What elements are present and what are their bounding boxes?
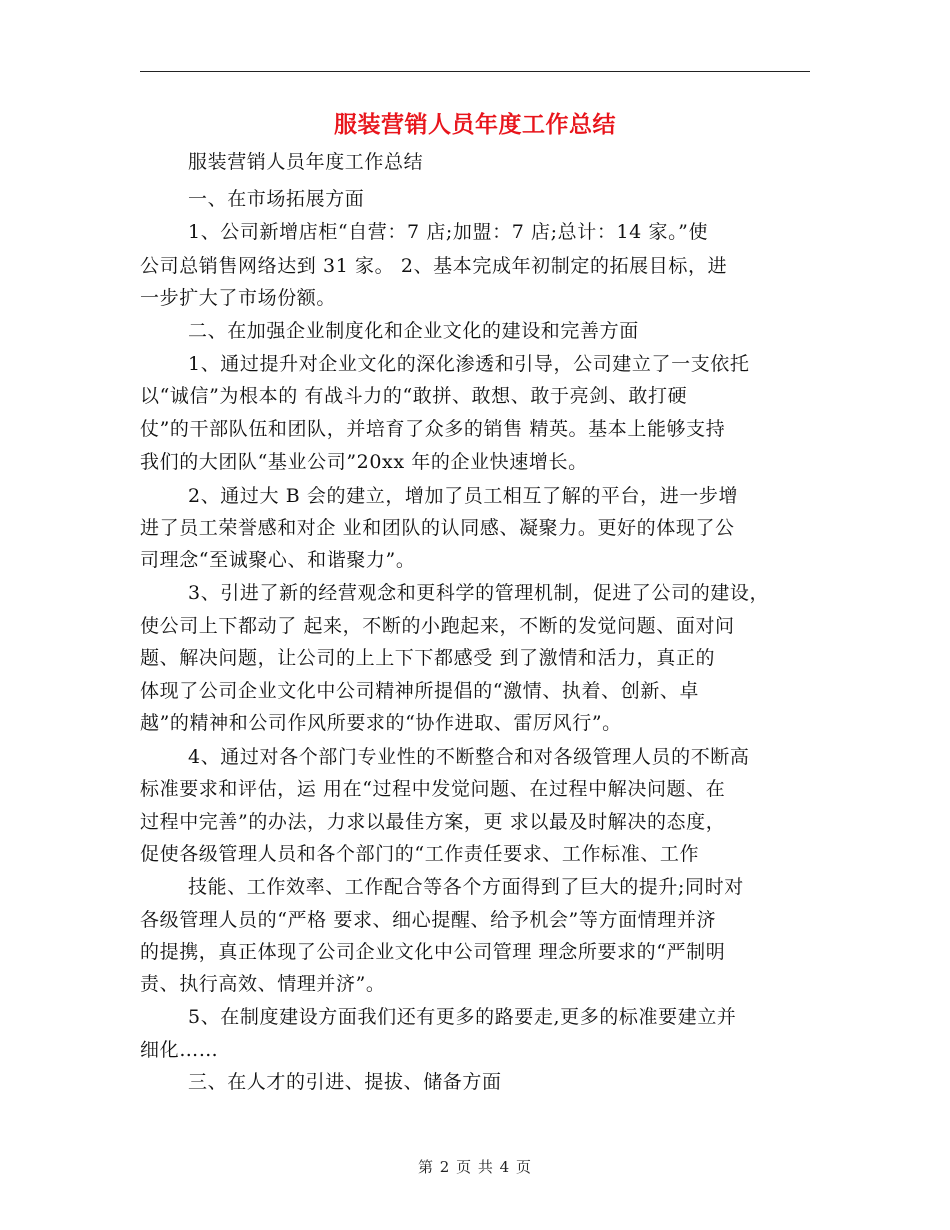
header-rule [140,71,810,72]
body-line-15: 使公司上下都动了 起来，不断的小跑起来，不断的发觉问题、面对问 [140,615,735,637]
body-line-7: 1、通过提升对企业文化的深化渗透和引导，公司建立了一支依托 [188,353,750,375]
body-line-28: 细化…… [140,1039,219,1061]
body-line-27: 5、在制度建设方面我们还有更多的路要走,更多的标准要建立并 [188,1006,737,1028]
body-line-19: 4、通过对各个部门专业性的不断整合和对各级管理人员的不断高 [188,746,750,768]
body-line-4: 公司总销售网络达到 31 家。 2、基本完成年初制定的拓展目标，进 [140,255,728,277]
body-line-1: 服装营销人员年度工作总结 [188,151,424,173]
body-line-14: 3、引进了新的经营观念和更科学的管理机制，促进了公司的建设， [188,582,770,604]
body-line-22: 促使各级管理人员和各个部门的“工作责任要求、工作标准、工作 [140,843,700,865]
body-line-11: 2、通过大 B 会的建立，增加了员工相互了解的平台，进一步增 [188,485,739,507]
section-heading-2: 二、在加强企业制度化和企业文化的建设和完善方面 [188,320,639,342]
body-line-3: 1、公司新增店柜“自营：7 店;加盟：7 店;总计：14 家。”使 [188,221,709,243]
body-line-20: 标准要求和评估，运 用在“过程中发觉问题、在过程中解决问题、在 [140,778,726,800]
section-heading-1: 一、在市场拓展方面 [188,188,365,210]
section-heading-3: 三、在人才的引进、提拔、储备方面 [188,1071,502,1093]
body-line-18: 越”的精神和公司作风所要求的“协作进取、雷厉风行”。 [140,712,622,734]
body-line-16: 题、解决问题，让公司的上上下下都感受 到了激情和活力，真正的 [140,647,716,669]
body-line-21: 过程中完善”的办法，力求以最佳方案，更 求以最及时解决的态度， [140,811,726,833]
body-line-5: 一步扩大了市场份额。 [140,287,337,309]
body-line-10: 我们的大团队“基业公司”20xx 年的企业快速增长。 [140,451,588,473]
body-line-26: 责、执行高效、情理并济”。 [140,973,386,995]
body-line-23: 技能、工作效率、工作配合等各个方面得到了巨大的提升;同时对 [188,876,744,898]
body-line-17: 体现了公司企业文化中公司精神所提倡的“激情、执着、创新、卓 [140,680,700,702]
document-title: 服装营销人员年度工作总结 [334,112,616,138]
body-line-13: 司理念“至诚聚心、和谐聚力”。 [140,549,416,571]
body-line-8: 以“诚信”为根本的 有战斗力的“敢拼、敢想、敢于亮剑、敢打硬 [140,385,688,407]
page-number: 第 2 页 共 4 页 [418,1158,532,1176]
body-line-9: 仗”的干部队伍和团队，并培育了众多的销售 精英。基本上能够支持 [140,418,726,440]
body-line-25: 的提携，真正体现了公司企业文化中公司管理 理念所要求的“严制明 [140,941,726,963]
body-line-12: 进了员工荣誉感和对企 业和团队的认同感、凝聚力。更好的体现了公 [140,517,735,539]
body-line-24: 各级管理人员的“严格 要求、细心提醒、给予机会”等方面情理并济 [140,909,717,931]
